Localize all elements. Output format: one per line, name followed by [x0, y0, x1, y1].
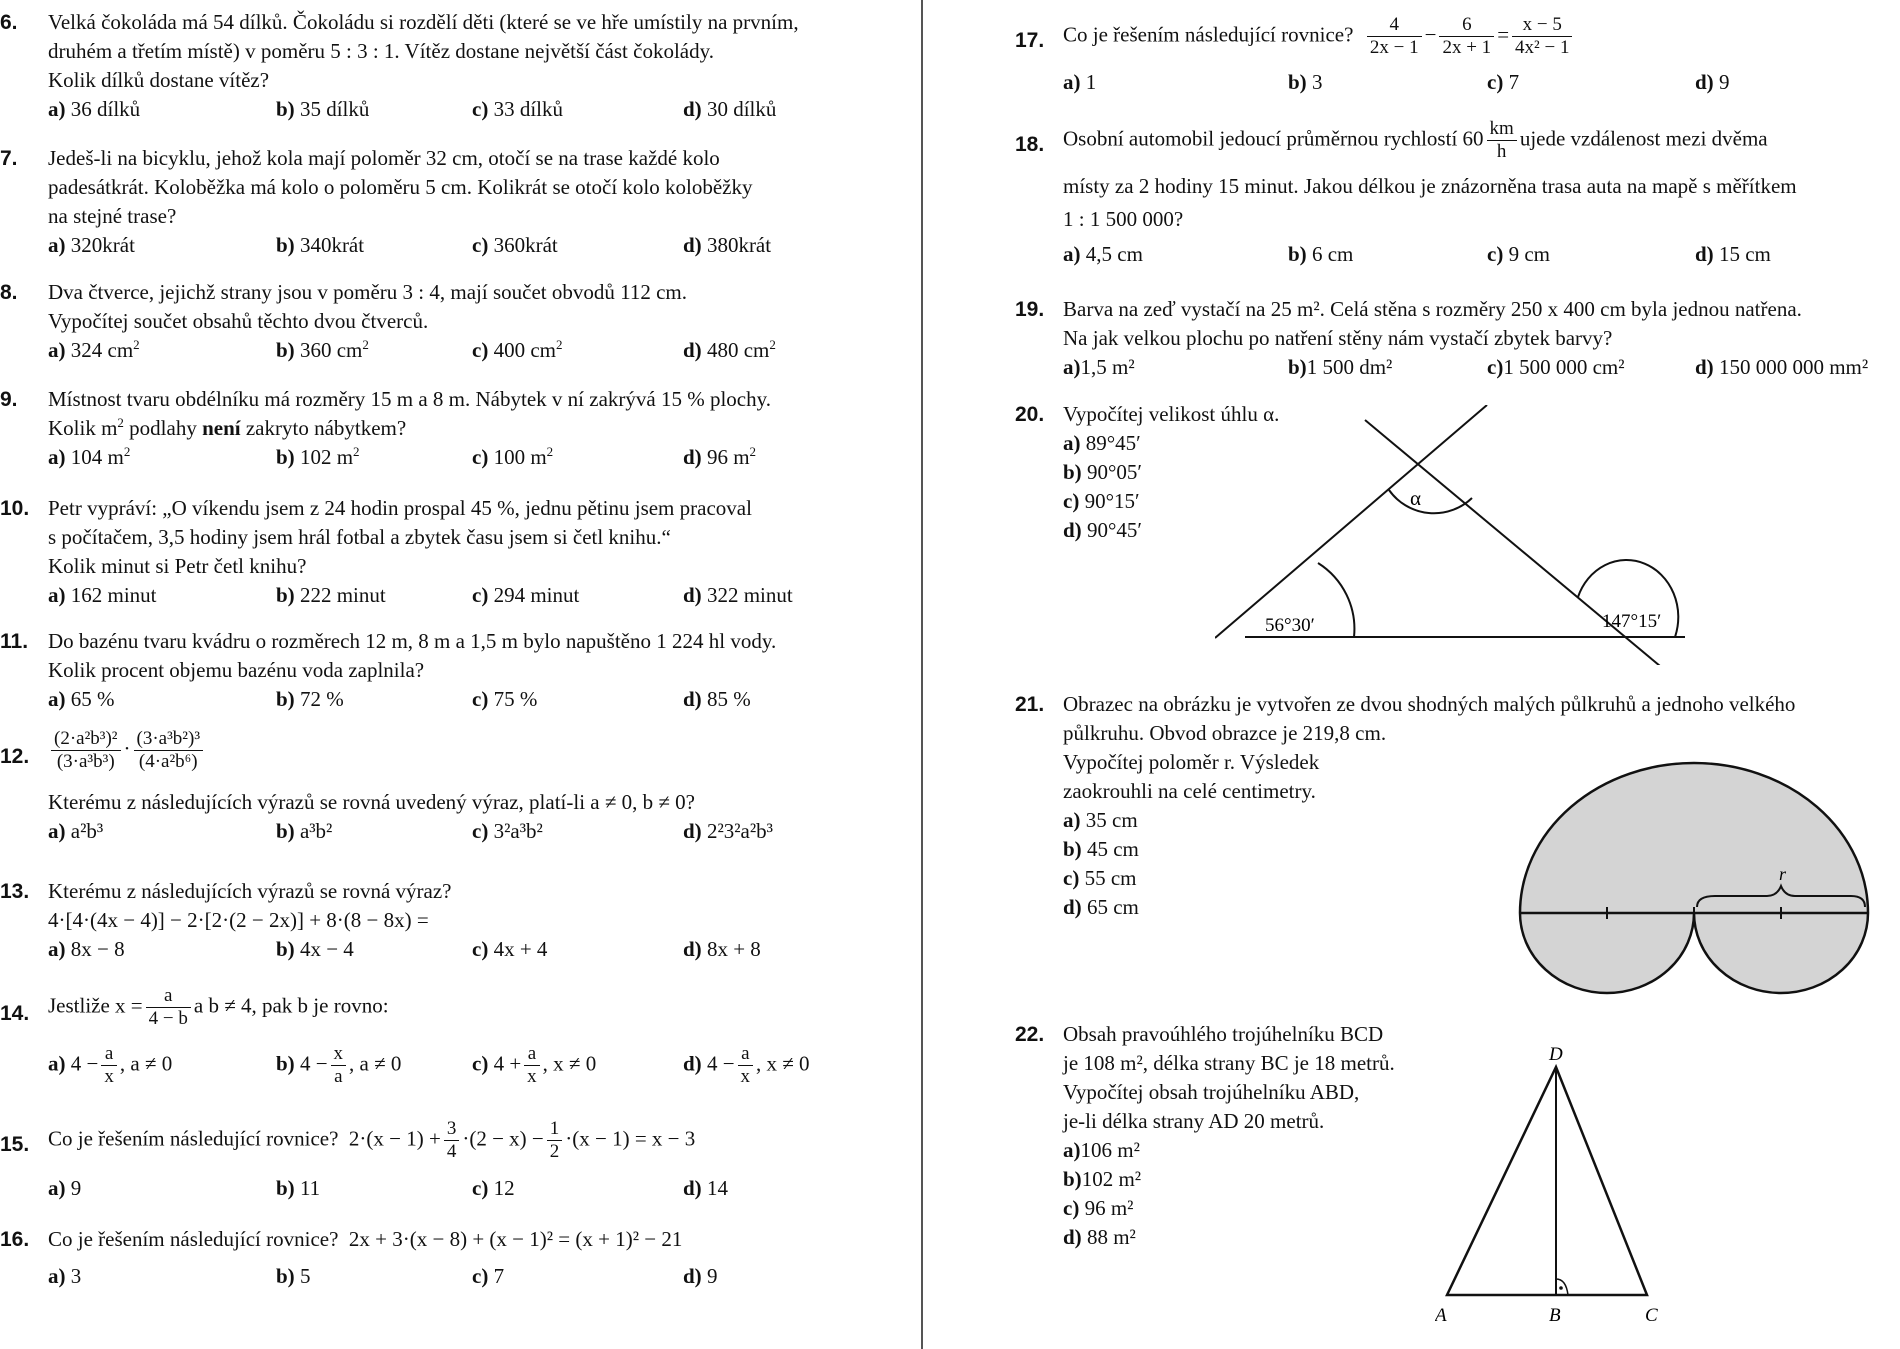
option-a[interactable]: a) 104 $m^2$: [48, 444, 131, 469]
option-c[interactable]: c) 3²a³b²: [472, 819, 543, 843]
question-text-line: půlkruhu. Obvod obrazce je 219,8 cm.: [1063, 721, 1387, 745]
question-19: [1015, 295, 1900, 382]
option-d[interactable]: d) 9: [683, 1264, 718, 1288]
option-b[interactable]: b) 222 minut: [276, 583, 386, 607]
question-text-line: Petr vypráví: „O víkendu jsem z 24 hodin prospal 45 %, jednu pětinu jsem pracoval: [48, 496, 752, 520]
question-text-line: Kterému z následujících výrazů se rovná výraz?: [48, 879, 452, 903]
option-c[interactable]: c) 400 $cm^2$: [472, 337, 563, 362]
answer-options: [48, 935, 910, 964]
option-c[interactable]: c) 75 %: [472, 687, 538, 711]
option-c[interactable]: c)1 500 000 cm²: [1487, 355, 1625, 379]
question-text-line: Barva na zeď vystačí na 25 m². Celá stěna s rozměry 250 x 400 cm byla jednou natřena.: [1063, 297, 1802, 321]
question-text-line: Vypočítej poloměr r. Výsledek: [1063, 750, 1320, 774]
angle-label-147: 147°15′: [1602, 611, 1662, 632]
answer-options: [48, 1174, 910, 1203]
option-c[interactable]: c) 90°15′: [1063, 489, 1140, 513]
option-c[interactable]: c) 33 dílků: [472, 97, 563, 121]
answer-options: [1063, 68, 1895, 97]
option-b[interactable]: b) 6 cm: [1288, 242, 1354, 266]
question-18: [1015, 118, 1900, 269]
option-c[interactable]: c) 9 cm: [1487, 242, 1550, 266]
question-number: 8.: [0, 281, 18, 304]
semicircles-diagram: [1515, 758, 1871, 998]
question-number: 22.: [1015, 1023, 1045, 1046]
angle-diagram: [1215, 405, 1695, 665]
question-16: [0, 1225, 910, 1291]
question-text-line: je-li délka strany AD 20 metrů.: [1063, 1109, 1325, 1133]
question-text-line: Kolik $m^2$ podlahy není zakryto nábytkem?: [48, 415, 407, 440]
vertex-d: D: [1549, 1045, 1563, 1065]
option-c[interactable]: c) 360krát: [472, 233, 558, 257]
fraction: $\frac{\text{(3·a³b²)³}}{\text{(4·a²b⁶)}}$: [134, 728, 204, 773]
option-a[interactable]: a) 1: [1063, 70, 1097, 94]
vertex-c: C: [1645, 1305, 1658, 1326]
question-number: 12.: [0, 745, 30, 768]
option-c[interactable]: c) 96 m²: [1063, 1196, 1134, 1220]
option-c[interactable]: c) 4x + 4: [472, 937, 548, 961]
option-b[interactable]: b) a³b²: [276, 819, 333, 843]
option-b[interactable]: b)1 500 dm²: [1288, 355, 1393, 379]
question-text-line: je 108 m², délka strany BC je 18 metrů.: [1063, 1051, 1395, 1075]
option-a[interactable]: a) 320krát: [48, 233, 135, 257]
answer-options: [48, 685, 910, 714]
question-number: 11.: [0, 630, 29, 653]
option-d[interactable]: d) 90°45′: [1063, 518, 1142, 542]
option-a[interactable]: a)106 m²: [1063, 1138, 1140, 1162]
option-b[interactable]: b) 90°05′: [1063, 460, 1142, 484]
question-text-line: Co je řešením následující rovnice? 2x + 3·(x − 8) + (x − 1)² = (x + 1)² − 21: [48, 1227, 683, 1251]
question-text-line: Co je řešením následující rovnice? 2·(x − 1) + $\frac{3}{4}$ ·(2 − x) − $\frac{1}{2}$ ·(x − 1) = x − 3: [48, 1118, 696, 1162]
question-6: [0, 8, 910, 124]
option-a[interactable]: a) 3: [48, 1264, 82, 1288]
option-b[interactable]: b) 4x − 4: [276, 937, 354, 961]
page-divider: [921, 0, 923, 1349]
option-d[interactable]: d) 150 000 000 mm²: [1695, 355, 1869, 379]
option-a[interactable]: a) a²b³: [48, 819, 104, 843]
question-number: 20.: [1015, 403, 1045, 426]
answer-options: [48, 95, 910, 124]
alpha-arc: [1389, 490, 1472, 513]
question-text-line: Kolik dílků dostane vítěz?: [48, 68, 270, 92]
option-b[interactable]: b) 3: [1288, 70, 1323, 94]
option-d[interactable]: d) 380krát: [683, 233, 772, 257]
option-a[interactable]: a) 162 minut: [48, 583, 157, 607]
question-text-line: Osobní automobil jedoucí průměrnou rychlostí 60 $\frac{km}{h}$ ujede vzdálenost mezi dvěma: [1063, 118, 1768, 162]
option-a[interactable]: a) 89°45′: [1063, 431, 1141, 455]
option-a[interactable]: a) 35 cm: [1063, 808, 1138, 832]
option-d[interactable]: d) 4 − $\frac{a}{x}$ , x ≠ 0: [683, 1043, 810, 1087]
option-c[interactable]: c) 12: [472, 1176, 515, 1200]
vertex-a: A: [1435, 1305, 1447, 1326]
option-d[interactable]: d) 15 cm: [1695, 242, 1771, 266]
question-10: [0, 494, 910, 610]
option-d[interactable]: d) 14: [683, 1176, 728, 1200]
option-b[interactable]: b) 340krát: [276, 233, 365, 257]
question-text-line: Do bazénu tvaru kvádru o rozměrech 12 m, 8 m a 1,5 m bylo napuštěno 1 224 hl vody.: [48, 629, 777, 653]
question-9: [0, 385, 910, 472]
option-b[interactable]: b) 102 $m^2$: [276, 444, 360, 469]
option-c[interactable]: c) 294 minut: [472, 583, 580, 607]
question-text-line: Co je řešením následující rovnice? $\frac{4}{2x - 1}$ − $\frac{6}{2x + 1}$ = $\frac{x - 5}{\text{4x² − 1}}$: [1063, 14, 1895, 68]
question-17: [1015, 14, 1895, 97]
option-a[interactable]: a)1,5 m²: [1063, 355, 1135, 379]
option-c[interactable]: c) 7: [1487, 70, 1520, 94]
option-d[interactable]: d) 9: [1695, 70, 1730, 94]
option-b[interactable]: b) 45 cm: [1063, 837, 1139, 861]
question-11: [0, 627, 910, 714]
question-text-line: Jedeš-li na bicyklu, jehož kola mají poloměr 32 cm, otočí se na trase každé kolo: [48, 146, 720, 170]
answer-options: [48, 336, 910, 365]
option-c[interactable]: c) 4 + $\frac{a}{x}$ , x ≠ 0: [472, 1043, 597, 1087]
radius-label: r: [1779, 864, 1787, 884]
answer-options: [1063, 353, 1900, 382]
option-c[interactable]: c) 55 cm: [1063, 866, 1137, 890]
option-a[interactable]: a) 324 $cm^2$: [48, 337, 140, 362]
question-text-line: Velká čokoláda má 54 dílků. Čokoládu si rozdělí děti (které se ve hře umístily na prvním,: [48, 10, 799, 34]
expression: $\frac{\text{(2·a²b³)²}}{\text{(3·a³b³)}}$ · $\frac{\text{(3·a³b²)³}}{\text{(4·a²b⁶)}}$: [48, 728, 910, 788]
question-text-line: druhém a třetím místě) v poměru 5 : 3 : 1. Vítěz dostane největší část čokolády.: [48, 39, 715, 63]
question-number: 7.: [0, 147, 18, 170]
question-text-line: s počítačem, 3,5 hodiny jsem hrál fotbal a zbytek času jsem si četl knihu.“: [48, 525, 671, 549]
question-text-line: padesátkrát. Koloběžka má kolo o poloměru 5 cm. Kolikrát se otočí kolo koloběžky: [48, 175, 753, 199]
fraction: $\frac{\text{(2·a²b³)²}}{\text{(3·a³b³)}}$: [51, 728, 121, 773]
question-text-line: Jestliže x = $\frac{a}{4 - b}$ a b ≠ 4, pak b je rovno:: [48, 985, 389, 1029]
question-number: 9.: [0, 388, 18, 411]
option-a[interactable]: a) 4 − $\frac{a}{x}$ , a ≠ 0: [48, 1043, 173, 1087]
angle-label-56: 56°30′: [1265, 615, 1315, 636]
question-number: 17.: [1015, 29, 1045, 52]
answer-options: [48, 443, 910, 472]
question-13: [0, 877, 910, 964]
answer-options: [1063, 240, 1900, 269]
option-b[interactable]: b) 35 dílků: [276, 97, 370, 121]
option-d[interactable]: d) 2²3²a²b³: [683, 819, 773, 843]
answer-options: [48, 1262, 910, 1291]
option-b[interactable]: b) 4 − $\frac{x}{a}$ , a ≠ 0: [276, 1043, 402, 1087]
question-number: 13.: [0, 880, 30, 903]
option-b[interactable]: b) 5: [276, 1264, 311, 1288]
option-d[interactable]: d) 96 $m^2$: [683, 444, 757, 469]
answer-options: [48, 581, 910, 610]
question-14: [0, 985, 910, 1099]
option-b[interactable]: b)102 m²: [1063, 1167, 1142, 1191]
option-c[interactable]: c) 100 $m^2$: [472, 444, 554, 469]
question-text-line: 4·[4·(4x − 4)] − 2·[2·(2 − 2x)] + 8·(8 − 8x) =: [48, 908, 429, 932]
right-angle-dot: [1559, 1286, 1563, 1290]
question-number: 14.: [0, 1002, 30, 1025]
question-7: [0, 144, 910, 260]
option-b[interactable]: b) 72 %: [276, 687, 344, 711]
option-a[interactable]: a) 65 %: [48, 687, 115, 711]
question-number: 19.: [1015, 298, 1045, 321]
option-b[interactable]: b) 11: [276, 1176, 321, 1200]
alpha-label: α: [1410, 486, 1422, 510]
question-22: [1015, 1020, 1455, 1252]
question-text-line: Dva čtverce, jejichž strany jsou v poměru 3 : 4, mají součet obvodů 112 cm.: [48, 280, 687, 304]
question-text-line: Vypočítej obsah trojúhelníku ABD,: [1063, 1080, 1360, 1104]
question-number: 21.: [1015, 693, 1045, 716]
question-text-line: Kolik procent objemu bazénu voda zaplnila?: [48, 658, 425, 682]
question-8: [0, 278, 910, 365]
triangle-acd: [1447, 1067, 1647, 1295]
question-text-line: místy za 2 hodiny 15 minut. Jakou délkou je znázorněna trasa auta na mapě s měřítkem: [1063, 174, 1797, 198]
option-c[interactable]: c) 7: [472, 1264, 505, 1288]
question-text-line: Kterému z následujících výrazů se rovná uvedený výraz, platí-li a ≠ 0, b ≠ 0?: [48, 790, 695, 814]
vertex-b: B: [1549, 1305, 1561, 1326]
option-a[interactable]: a) 4,5 cm: [1063, 242, 1143, 266]
option-d[interactable]: d) 30 dílků: [683, 97, 777, 121]
question-15: [0, 1118, 910, 1203]
question-number: 15.: [0, 1133, 30, 1156]
question-text-line: Na jak velkou plochu po natření stěny nám vystačí zbytek barvy?: [1063, 326, 1613, 350]
question-text-line: Kolik minut si Petr četl knihu?: [48, 554, 307, 578]
shape-fill: [1520, 763, 1868, 993]
option-a[interactable]: a) 8x − 8: [48, 937, 125, 961]
answer-options: [48, 1043, 910, 1099]
question-number: 10.: [0, 497, 30, 520]
answer-options: [48, 231, 910, 260]
question-text-line: Obrazec na obrázku je vytvořen ze dvou shodných malých půlkruhů a jednoho velkého: [1063, 692, 1796, 716]
option-d[interactable]: d) 65 cm: [1063, 895, 1139, 919]
question-number: 16.: [0, 1228, 30, 1251]
question-text-line: na stejné trase?: [48, 204, 177, 228]
option-b[interactable]: b) 360 $cm^2$: [276, 337, 369, 362]
option-d[interactable]: d) 8x + 8: [683, 937, 761, 961]
question-text-line: Obsah pravoúhlého trojúhelníku BCD: [1063, 1022, 1384, 1046]
option-d[interactable]: d) 85 %: [683, 687, 751, 711]
question-number: 18.: [1015, 133, 1045, 156]
answer-options: [48, 817, 910, 846]
angle-arc-left: [1318, 563, 1354, 637]
triangle-diagram: [1435, 1045, 1675, 1335]
question-text-line: Vypočítej součet obsahů těchto dvou čtverců.: [48, 309, 429, 333]
question-number: 6.: [0, 11, 18, 34]
question-12: [0, 728, 910, 846]
question-text-line: Vypočítej velikost úhlu α.: [1063, 402, 1280, 426]
question-text-line: 1 : 1 500 000?: [1063, 207, 1184, 231]
question-text-line: Místnost tvaru obdélníku má rozměry 15 m a 8 m. Nábytek v ní zakrývá 15 % plochy.: [48, 387, 771, 411]
option-d[interactable]: d) 88 m²: [1063, 1225, 1136, 1249]
question-text-line: zaokrouhli na celé centimetry.: [1063, 779, 1316, 803]
option-d[interactable]: d) 322 minut: [683, 583, 793, 607]
option-a[interactable]: a) 36 dílků: [48, 97, 141, 121]
option-a[interactable]: a) 9: [48, 1176, 82, 1200]
option-d[interactable]: d) 480 $cm^2$: [683, 337, 776, 362]
